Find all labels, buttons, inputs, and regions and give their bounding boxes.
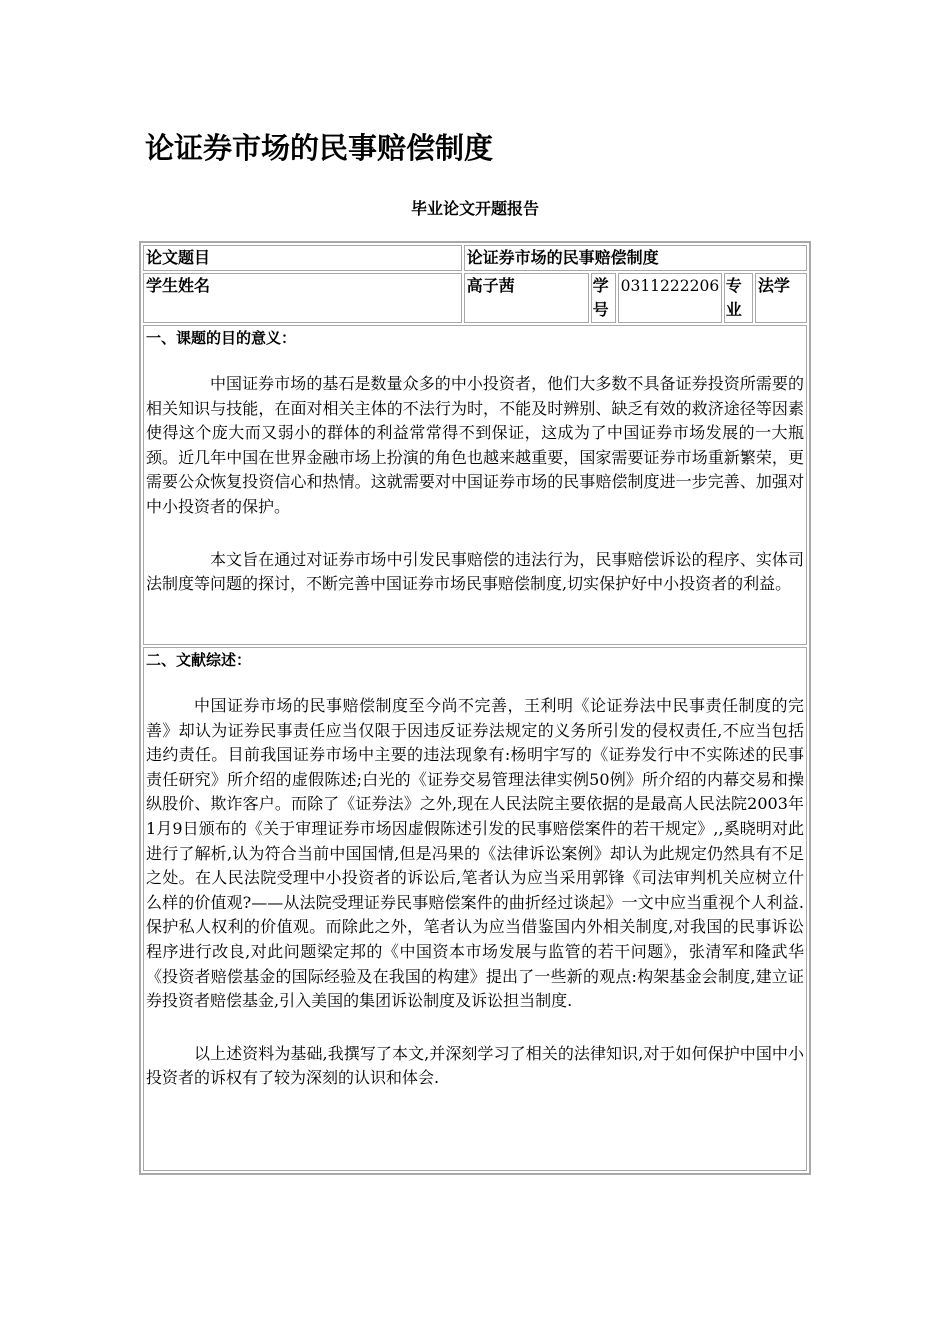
thesis-topic-label: 论文题目 <box>143 245 462 271</box>
major-value: 法学 <box>755 273 807 323</box>
section-purpose-paragraph: 本文旨在通过对证券市场中引发民事赔偿的违法行为，民事赔偿诉讼的程序、实体司法制度等问题的探讨，不断完善中国证券市场民事赔偿制度,切实保护好中小投资者的利益。 <box>146 549 804 594</box>
report-subtitle: 毕业论文开题报告 <box>410 199 539 218</box>
section-literature-heading: 二、文献综述： <box>146 651 252 669</box>
section-literature-paragraph: 以上述资料为基础,我撰写了本文,并深刻学习了相关的法律知识,对于如何保护中国中小投资者的诉权有了较为深刻的认识和体会. <box>146 1043 804 1088</box>
section-purpose <box>143 325 807 645</box>
major-label: 专业 <box>724 273 753 323</box>
proposal-table <box>139 241 811 1175</box>
section-literature-paragraph: 中国证券市场的民事赔偿制度至今尚不完善，王利明《论证券法中民事责任制度的完善》却认为证券民事责任应当仅限于因违反证券法规定的义务所引发的侵权责任,不应当包括违约责任。目前我国证券市场中主要的违法现象有:杨明宇写的《证券发行中不实陈述的民事责任研究》所介绍的虚假陈述;白光的《证券交易管理法律实例50例》所介绍的内幕交易和操纵股价、欺诈客户。而除了《证券法》之外,现在人民法院主要依据的是最高人民法院2003年1月9日颁布的《关于审理证券市场因虚假陈述引发的民事赔偿案件的若干规定》,,奚晓明对此进行了解析,认为符合当前中国国情,但是冯果的《法律诉讼案例》却认为此规定仍然具有不足之处。在人民法院受理中小投资者的诉讼后,笔者认为应当采用郭锋《司法审判机关应树立什么样的价值观?——从法院受理证券民事赔偿案件的曲折经过谈起》一文中应当重视个人利益.保护私人权利的价值观。而除此之外，笔者认为应当借鉴国内外相关制度,对我国的民事诉讼程序进行改良,对此问题梁定邦的《中国资本市场发展与监管的若干问题》，张清军和隆武华《投资者赔偿基金的国际经验及在我国的构建》提出了一些新的观点:构架基金会制度,建立证券投资者赔偿基金,引入美国的集团诉讼制度及诉讼担当制度. <box>146 696 804 1011</box>
student-name-value: 高子茜 <box>464 273 589 323</box>
page-title: 论证券市场的民事赔偿制度 <box>145 131 494 165</box>
section-purpose-heading: 一、课题的目的意义： <box>146 329 297 347</box>
section-literature <box>143 647 807 1171</box>
thesis-topic-value: 论证券市场的民事赔偿制度 <box>464 245 807 271</box>
section-purpose-paragraph: 中国证券市场的基石是数量众多的中小投资者，他们大多数不具备证券投资所需要的相关知识与技能，在面对相关主体的不法行为时，不能及时辨别、缺乏有效的救济途径等因素使得这个庞大而又弱小的群体的利益常常得不到保证，这成为了中国证券市场发展的一大瓶颈。近几年中国在世界金融市场上扮演的角色也越来越重要，国家需要证券市场重新繁荣，更需要公众恢复投资信心和热情。这就需要对中国证券市场的民事赔偿制度进一步完善、加强对中小投资者的保护。 <box>146 374 804 516</box>
student-name-label: 学生姓名 <box>143 273 462 323</box>
student-id-label: 学号 <box>591 273 616 323</box>
student-id-value: 0311222206 <box>618 273 722 323</box>
